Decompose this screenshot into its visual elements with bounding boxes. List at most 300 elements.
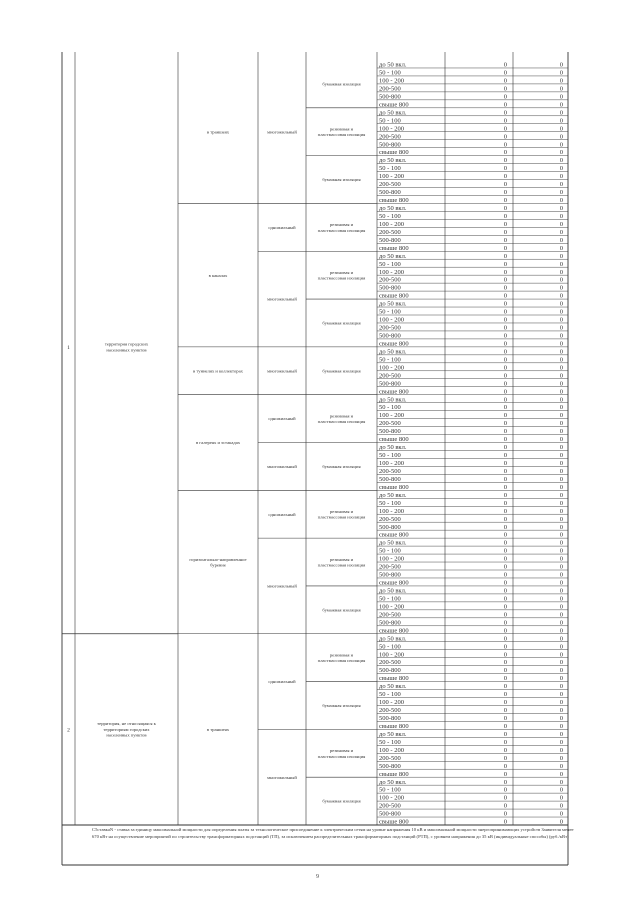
range-label: 100 - 200 (379, 77, 404, 85)
rate-value: 0 (503, 627, 507, 635)
rate-value: 0 (559, 802, 563, 810)
rate-value: 0 (559, 539, 563, 547)
cable-type-label: одножильный (268, 416, 296, 422)
rate-value: 0 (503, 404, 507, 412)
range-label: 100 - 200 (379, 460, 404, 468)
rate-value: 0 (503, 531, 507, 539)
rate-value: 0 (503, 491, 507, 499)
cable-type-label: многожильный (267, 296, 297, 302)
rate-value: 0 (559, 276, 563, 284)
rate-value: 0 (559, 595, 563, 603)
range-label: 500-800 (379, 236, 401, 244)
range-label: 500-800 (379, 141, 401, 149)
rate-value: 0 (503, 85, 507, 93)
rate-value: 0 (559, 340, 563, 348)
rate-value: 0 (503, 754, 507, 762)
cable-type-label: одножильный (268, 511, 296, 517)
range-label: свыше 800 (379, 531, 409, 539)
insulation-label: резиновая и пластмассовая изоляция (317, 269, 366, 281)
insulation-label: резиновая и пластмассовая изоляция (317, 556, 366, 568)
rate-value: 0 (559, 181, 563, 189)
rate-value: 0 (559, 722, 563, 730)
range-label: до 50 вкл. (379, 683, 407, 691)
insulation-label: резиновая и пластмассовая изоляция (317, 222, 366, 233)
rate-value: 0 (503, 220, 507, 228)
cable-type-label: одножильный (268, 679, 296, 685)
rate-value: 0 (559, 762, 563, 770)
rate-value: 0 (503, 651, 507, 659)
rate-value: 0 (503, 587, 507, 595)
rate-value: 0 (503, 515, 507, 523)
rate-value: 0 (503, 595, 507, 603)
rate-value: 0 (503, 212, 507, 220)
laying-method-label: горизонтально-направленное бурение (189, 556, 247, 568)
rate-value: 0 (559, 579, 563, 587)
range-label: 200-500 (379, 659, 401, 667)
table-footnote: C5ставкаN - ставка за единицу максимальной мощности для определения платы за технологическое присоединение к электрическим сетям на уровне напряжения 10 кВ и максимальной мощности энергопринимающих устройств Заявителя менее 670 кВт на осуществление мероприятий по строительству трансформаторных подстанций (ТП), за исключением распределительных трансформаторных подстанций (РТП), с уровнем напряжения до 35 кВ (индивидуальные способы) (руб./кВт) (92, 827, 574, 839)
range-label: 500-800 (379, 810, 401, 818)
rate-value: 0 (559, 651, 563, 659)
range-label: 50 - 100 (379, 547, 401, 555)
territory-label: территория, не относящаяся к территориям городских населенных пунктов (97, 721, 156, 738)
rate-value: 0 (503, 635, 507, 643)
rate-value: 0 (559, 396, 563, 404)
rate-value: 0 (503, 810, 507, 818)
range-label: 500-800 (379, 715, 401, 723)
insulation-label: бумажная изоляция (322, 368, 361, 374)
rate-value: 0 (503, 141, 507, 149)
rate-value: 0 (559, 348, 563, 356)
rate-value: 0 (503, 563, 507, 571)
rate-value: 0 (559, 571, 563, 579)
rate-value: 0 (503, 412, 507, 420)
range-label: 50 - 100 (379, 452, 401, 460)
insulation-label: бумажная изоляция (322, 703, 361, 709)
rate-value: 0 (503, 611, 507, 619)
rate-value: 0 (503, 619, 507, 627)
rate-value: 0 (559, 730, 563, 738)
rate-value: 0 (503, 603, 507, 611)
rate-value: 0 (559, 563, 563, 571)
range-label: 500-800 (379, 475, 401, 483)
range-label: до 50 вкл. (379, 444, 407, 452)
rate-value: 0 (559, 292, 563, 300)
range-label: свыше 800 (379, 675, 409, 683)
insulation-label: бумажная изоляция (322, 798, 361, 804)
insulation-label: резиновая и пластмассовая изоляция (317, 126, 366, 138)
range-label: 50 - 100 (379, 165, 401, 173)
range-label: 100 - 200 (379, 507, 404, 515)
cable-type-label: многожильный (267, 129, 297, 135)
rate-value: 0 (503, 643, 507, 651)
rate-value: 0 (503, 228, 507, 236)
rate-value: 0 (559, 715, 563, 723)
range-label: 200-500 (379, 611, 401, 619)
rate-value: 0 (559, 467, 563, 475)
range-label: 50 - 100 (379, 499, 401, 507)
range-label: 500-800 (379, 762, 401, 770)
rate-value: 0 (503, 165, 507, 173)
range-label: 100 - 200 (379, 746, 404, 754)
range-label: свыше 800 (379, 722, 409, 730)
rate-value: 0 (503, 715, 507, 723)
range-label: 100 - 200 (379, 699, 404, 707)
range-label: 200-500 (379, 276, 401, 284)
rate-value: 0 (559, 746, 563, 754)
rate-value: 0 (559, 197, 563, 205)
range-label: 200-500 (379, 181, 401, 189)
rate-value: 0 (503, 181, 507, 189)
rate-value: 0 (559, 452, 563, 460)
range-label: 100 - 200 (379, 794, 404, 802)
rate-value: 0 (559, 659, 563, 667)
rate-value: 0 (503, 316, 507, 324)
rate-value: 0 (559, 499, 563, 507)
cable-type-label: одножильный (268, 224, 296, 230)
range-label: 100 - 200 (379, 173, 404, 181)
rate-value: 0 (503, 420, 507, 428)
range-label: 100 - 200 (379, 316, 404, 324)
rate-value: 0 (559, 587, 563, 595)
range-label: 50 - 100 (379, 404, 401, 412)
range-label: до 50 вкл. (379, 205, 407, 213)
range-label: 50 - 100 (379, 691, 401, 699)
territory-label: территория городских населенных пунктов (104, 341, 149, 353)
range-label: свыше 800 (379, 292, 409, 300)
range-label: 500-800 (379, 428, 401, 436)
rate-value: 0 (559, 85, 563, 93)
rate-value: 0 (559, 308, 563, 316)
rate-value: 0 (503, 205, 507, 213)
rate-value: 0 (503, 149, 507, 157)
range-label: до 50 вкл. (379, 300, 407, 308)
cable-type-label: многожильный (267, 583, 297, 589)
range-label: свыше 800 (379, 483, 409, 491)
section-number: 2 (67, 727, 70, 734)
range-label: свыше 800 (379, 388, 409, 396)
rate-value: 0 (503, 707, 507, 715)
range-label: 200-500 (379, 754, 401, 762)
insulation-label: резиновая и пластмассовая изоляция (317, 748, 366, 759)
rate-value: 0 (559, 324, 563, 332)
rate-value: 0 (503, 452, 507, 460)
rate-value: 0 (503, 173, 507, 181)
range-label: 50 - 100 (379, 356, 401, 364)
range-label: 200-500 (379, 420, 401, 428)
range-label: 200-500 (379, 228, 401, 236)
range-label: 200-500 (379, 324, 401, 332)
rate-value: 0 (559, 157, 563, 165)
rate-value: 0 (503, 428, 507, 436)
rate-value: 0 (559, 252, 563, 260)
rate-value: 0 (559, 356, 563, 364)
rate-value: 0 (503, 467, 507, 475)
rate-value: 0 (559, 77, 563, 85)
rate-value: 0 (503, 61, 507, 69)
range-label: до 50 вкл. (379, 491, 407, 499)
rate-value: 0 (559, 523, 563, 531)
rate-value: 0 (503, 388, 507, 396)
rate-value: 0 (503, 332, 507, 340)
rate-value: 0 (559, 412, 563, 420)
insulation-label: резиновая и пластмассовая изоляция (317, 413, 366, 425)
rate-value: 0 (559, 491, 563, 499)
rate-value: 0 (503, 475, 507, 483)
range-label: до 50 вкл. (379, 252, 407, 260)
rate-value: 0 (559, 300, 563, 308)
rate-value: 0 (503, 762, 507, 770)
insulation-label: бумажная изоляция (322, 177, 361, 183)
rate-value: 0 (559, 109, 563, 117)
rate-value: 0 (503, 157, 507, 165)
range-label: 500-800 (379, 571, 401, 579)
rate-value: 0 (559, 794, 563, 802)
rate-value: 0 (559, 547, 563, 555)
rate-value: 0 (503, 109, 507, 117)
cable-type-label: многожильный (267, 368, 297, 374)
range-label: 100 - 200 (379, 603, 404, 611)
rate-value: 0 (559, 627, 563, 635)
range-label: 50 - 100 (379, 643, 401, 651)
range-label: свыше 800 (379, 149, 409, 157)
rate-value: 0 (559, 117, 563, 125)
range-label: свыше 800 (379, 340, 409, 348)
rate-value: 0 (503, 117, 507, 125)
range-label: 200-500 (379, 802, 401, 810)
rate-value: 0 (503, 69, 507, 77)
range-label: 100 - 200 (379, 220, 404, 228)
rate-value: 0 (559, 364, 563, 372)
insulation-label: бумажная изоляция (322, 81, 361, 87)
range-label: 50 - 100 (379, 69, 401, 77)
rate-value: 0 (503, 571, 507, 579)
rate-value: 0 (559, 420, 563, 428)
laying-method-label: в туннелях и коллекторах (193, 368, 243, 374)
rate-value: 0 (559, 212, 563, 220)
rate-value: 0 (503, 579, 507, 587)
range-label: 100 - 200 (379, 651, 404, 659)
range-label: свыше 800 (379, 244, 409, 252)
range-label: 50 - 100 (379, 786, 401, 794)
rate-value: 0 (559, 778, 563, 786)
range-label: 500-800 (379, 619, 401, 627)
range-label: 100 - 200 (379, 268, 404, 276)
rate-value: 0 (559, 460, 563, 468)
range-label: 50 - 100 (379, 308, 401, 316)
range-label: до 50 вкл. (379, 730, 407, 738)
range-label: 200-500 (379, 133, 401, 141)
rate-value: 0 (503, 236, 507, 244)
insulation-label: бумажная изоляция (322, 320, 361, 326)
rate-value: 0 (559, 810, 563, 818)
range-label: 50 - 100 (379, 738, 401, 746)
range-label: 50 - 100 (379, 212, 401, 220)
rate-value: 0 (503, 396, 507, 404)
rate-value: 0 (503, 746, 507, 754)
rate-value: 0 (503, 133, 507, 141)
rate-value: 0 (559, 101, 563, 109)
range-label: 500-800 (379, 523, 401, 531)
rate-value: 0 (559, 133, 563, 141)
rate-value: 0 (503, 356, 507, 364)
range-label: 100 - 200 (379, 412, 404, 420)
range-label: свыше 800 (379, 579, 409, 587)
rate-value: 0 (559, 149, 563, 157)
rate-value: 0 (503, 722, 507, 730)
rate-value: 0 (559, 428, 563, 436)
rate-value: 0 (503, 770, 507, 778)
range-label: 200-500 (379, 467, 401, 475)
rate-value: 0 (559, 284, 563, 292)
insulation-label: бумажная изоляция (322, 464, 361, 470)
rate-value: 0 (559, 675, 563, 683)
rate-value: 0 (559, 260, 563, 268)
rate-value: 0 (559, 770, 563, 778)
rate-value: 0 (503, 372, 507, 380)
rate-value: 0 (559, 691, 563, 699)
rate-value: 0 (559, 531, 563, 539)
rate-value: 0 (559, 683, 563, 691)
rate-value: 0 (559, 603, 563, 611)
range-label: 100 - 200 (379, 125, 404, 133)
rate-value: 0 (559, 515, 563, 523)
rate-value: 0 (503, 260, 507, 268)
insulation-label: резиновая и пластмассовая изоляция (317, 508, 366, 520)
rate-value: 0 (559, 316, 563, 324)
rate-value: 0 (503, 683, 507, 691)
range-label: свыше 800 (379, 101, 409, 109)
rate-value: 0 (559, 165, 563, 173)
rate-value: 0 (503, 699, 507, 707)
range-label: 200-500 (379, 563, 401, 571)
range-label: 500-800 (379, 93, 401, 101)
range-label: 100 - 200 (379, 555, 404, 563)
rate-value: 0 (503, 436, 507, 444)
laying-method-label: в траншеях (206, 129, 230, 135)
range-label: 100 - 200 (379, 364, 404, 372)
rate-value: 0 (559, 818, 563, 826)
rate-value: 0 (503, 125, 507, 133)
rate-value: 0 (503, 483, 507, 491)
rate-value: 0 (503, 364, 507, 372)
cable-type-label: многожильный (267, 774, 297, 780)
rate-value: 0 (559, 483, 563, 491)
rate-value: 0 (503, 101, 507, 109)
range-label: свыше 800 (379, 818, 409, 826)
rate-value: 0 (503, 340, 507, 348)
rate-value: 0 (503, 730, 507, 738)
range-label: до 50 вкл. (379, 635, 407, 643)
range-label: до 50 вкл. (379, 61, 407, 69)
rate-value: 0 (503, 460, 507, 468)
rate-value: 0 (559, 444, 563, 452)
rate-value: 0 (503, 324, 507, 332)
rate-value: 0 (503, 555, 507, 563)
rate-value: 0 (503, 268, 507, 276)
rate-value: 0 (559, 436, 563, 444)
laying-method-label: в галереях и эстакадах (195, 440, 241, 446)
rate-value: 0 (503, 786, 507, 794)
rate-value: 0 (559, 555, 563, 563)
rate-value: 0 (559, 220, 563, 228)
rate-value: 0 (503, 691, 507, 699)
rate-value: 0 (503, 276, 507, 284)
rate-value: 0 (559, 244, 563, 252)
rate-value: 0 (559, 707, 563, 715)
rate-value: 0 (559, 507, 563, 515)
rate-value: 0 (503, 507, 507, 515)
rate-value: 0 (559, 61, 563, 69)
rate-value: 0 (559, 205, 563, 213)
rate-value: 0 (559, 619, 563, 627)
rate-value: 0 (559, 611, 563, 619)
rate-value: 0 (503, 348, 507, 356)
rate-value: 0 (559, 388, 563, 396)
rate-value: 0 (503, 244, 507, 252)
rate-value: 0 (503, 659, 507, 667)
rate-value: 0 (559, 635, 563, 643)
range-label: 200-500 (379, 707, 401, 715)
rate-value: 0 (559, 475, 563, 483)
range-label: 50 - 100 (379, 260, 401, 268)
rate-value: 0 (503, 794, 507, 802)
rate-value: 0 (559, 173, 563, 181)
rate-value: 0 (559, 643, 563, 651)
insulation-label: резиновая и пластмассовая изоляция (317, 652, 366, 664)
range-label: 200-500 (379, 372, 401, 380)
rate-value: 0 (503, 444, 507, 452)
range-label: до 50 вкл. (379, 348, 407, 356)
rate-value: 0 (503, 547, 507, 555)
rate-value: 0 (503, 292, 507, 300)
rate-value: 0 (559, 189, 563, 197)
section-number: 1 (67, 344, 70, 351)
range-label: 500-800 (379, 667, 401, 675)
rate-value: 0 (503, 499, 507, 507)
rate-value: 0 (559, 125, 563, 133)
range-label: свыше 800 (379, 197, 409, 205)
rate-value: 0 (559, 332, 563, 340)
page-number: 9 (316, 874, 319, 880)
rate-value: 0 (503, 308, 507, 316)
rate-value: 0 (503, 523, 507, 531)
rate-value: 0 (559, 404, 563, 412)
rate-value: 0 (503, 284, 507, 292)
rate-value: 0 (559, 268, 563, 276)
rate-value: 0 (559, 228, 563, 236)
range-label: 50 - 100 (379, 117, 401, 125)
rate-value: 0 (559, 69, 563, 77)
range-label: 500-800 (379, 380, 401, 388)
rate-value: 0 (503, 539, 507, 547)
rate-value: 0 (559, 236, 563, 244)
rate-value: 0 (559, 372, 563, 380)
cable-type-label: многожильный (267, 464, 297, 470)
rate-value: 0 (559, 786, 563, 794)
rate-value: 0 (503, 189, 507, 197)
range-label: до 50 вкл. (379, 539, 407, 547)
rate-value: 0 (503, 197, 507, 205)
rate-value: 0 (503, 778, 507, 786)
rate-value: 0 (559, 667, 563, 675)
range-label: 50 - 100 (379, 595, 401, 603)
range-label: 500-800 (379, 189, 401, 197)
range-label: до 50 вкл. (379, 109, 407, 117)
rate-value: 0 (503, 738, 507, 746)
rate-value: 0 (503, 818, 507, 826)
range-label: свыше 800 (379, 436, 409, 444)
rate-value: 0 (559, 93, 563, 101)
